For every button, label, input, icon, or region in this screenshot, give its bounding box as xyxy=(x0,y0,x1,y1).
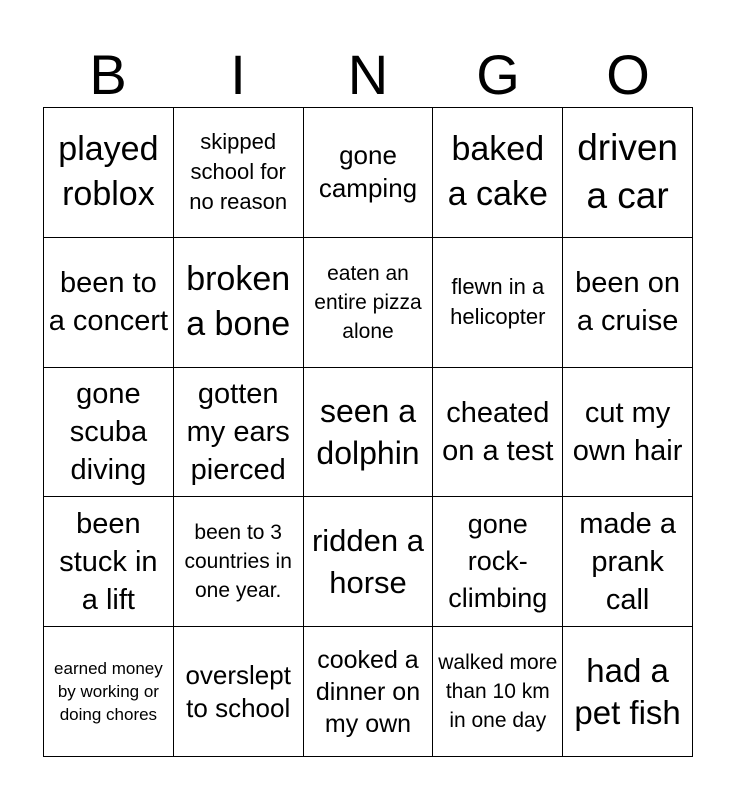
cell-text: had a pet fish xyxy=(574,651,681,731)
bingo-cell-r5-c5[interactable] xyxy=(563,627,693,757)
bingo-cell-r1-c5[interactable] xyxy=(563,108,693,238)
bingo-cell-r3-c5[interactable] xyxy=(563,368,693,498)
bingo-cell-r4-c2[interactable] xyxy=(174,497,304,627)
header-letter-b: B xyxy=(89,43,127,106)
bingo-cell-r1-c4[interactable] xyxy=(433,108,563,238)
bingo-cell-r1-c2[interactable] xyxy=(174,108,304,238)
cell-text: baked a cake xyxy=(447,130,548,214)
bingo-cell-r3-c1[interactable] xyxy=(44,368,174,498)
cell-text: seen a dolphin xyxy=(316,392,420,471)
cell-text: driven a car xyxy=(577,127,678,217)
bingo-cell-r1-c1[interactable] xyxy=(44,108,174,238)
bingo-cell-r2-c3[interactable] xyxy=(304,238,434,368)
cell-text: cooked a dinner on my own xyxy=(315,645,421,738)
bingo-cell-r2-c2[interactable] xyxy=(174,238,304,368)
cell-text: been on a cruise xyxy=(575,267,680,338)
cell-text: overslept to school xyxy=(185,659,291,723)
bingo-cell-r3-c2[interactable] xyxy=(174,368,304,498)
bingo-header xyxy=(43,44,693,106)
bingo-cell-r4-c5[interactable] xyxy=(563,497,693,627)
cell-text: been stuck in a lift xyxy=(59,507,158,616)
bingo-cell-r4-c4[interactable] xyxy=(433,497,563,627)
bingo-cell-r5-c3[interactable] xyxy=(304,627,434,757)
bingo-cell-r4-c3[interactable] xyxy=(304,497,434,627)
cell-text: cut my own hair xyxy=(572,396,683,467)
cell-text: cheated on a test xyxy=(442,396,554,467)
header-letter-i: I xyxy=(230,43,246,106)
cell-text: gone rock-climbing xyxy=(448,509,548,614)
cell-text: earned money by working or doing chores xyxy=(54,659,163,725)
cell-text: skipped school for no reason xyxy=(189,129,288,215)
bingo-cell-r4-c1[interactable] xyxy=(44,497,174,627)
cell-text: played roblox xyxy=(58,130,159,214)
cell-text: walked more than 10 km in one day xyxy=(438,651,558,733)
cell-text: been to 3 countries in one year. xyxy=(184,521,292,603)
bingo-board xyxy=(43,107,693,757)
bingo-cell-r1-c3[interactable] xyxy=(304,108,434,238)
cell-text: been to a concert xyxy=(48,267,169,338)
header-letter-g: G xyxy=(476,43,520,106)
bingo-cell-r5-c2[interactable] xyxy=(174,627,304,757)
bingo-cell-r3-c4[interactable] xyxy=(433,368,563,498)
cell-text: eaten an entire pizza alone xyxy=(314,261,422,343)
cell-text: flewn in a helicopter xyxy=(450,274,546,330)
bingo-cell-r2-c4[interactable] xyxy=(433,238,563,368)
bingo-cell-r5-c1[interactable] xyxy=(44,627,174,757)
bingo-cell-r3-c3[interactable] xyxy=(304,368,434,498)
cell-text: gone camping xyxy=(318,140,418,204)
cell-text: gotten my ears pierced xyxy=(186,377,290,486)
cell-text: broken a bone xyxy=(186,260,291,344)
bingo-cell-r5-c4[interactable] xyxy=(433,627,563,757)
cell-text: ridden a horse xyxy=(311,522,424,600)
bingo-cell-r2-c5[interactable] xyxy=(563,238,693,368)
header-letter-o: O xyxy=(606,43,650,106)
header-letter-n: N xyxy=(347,43,389,106)
bingo-cell-r2-c1[interactable] xyxy=(44,238,174,368)
cell-text: gone scuba diving xyxy=(69,377,148,486)
cell-text: made a prank call xyxy=(579,507,676,616)
